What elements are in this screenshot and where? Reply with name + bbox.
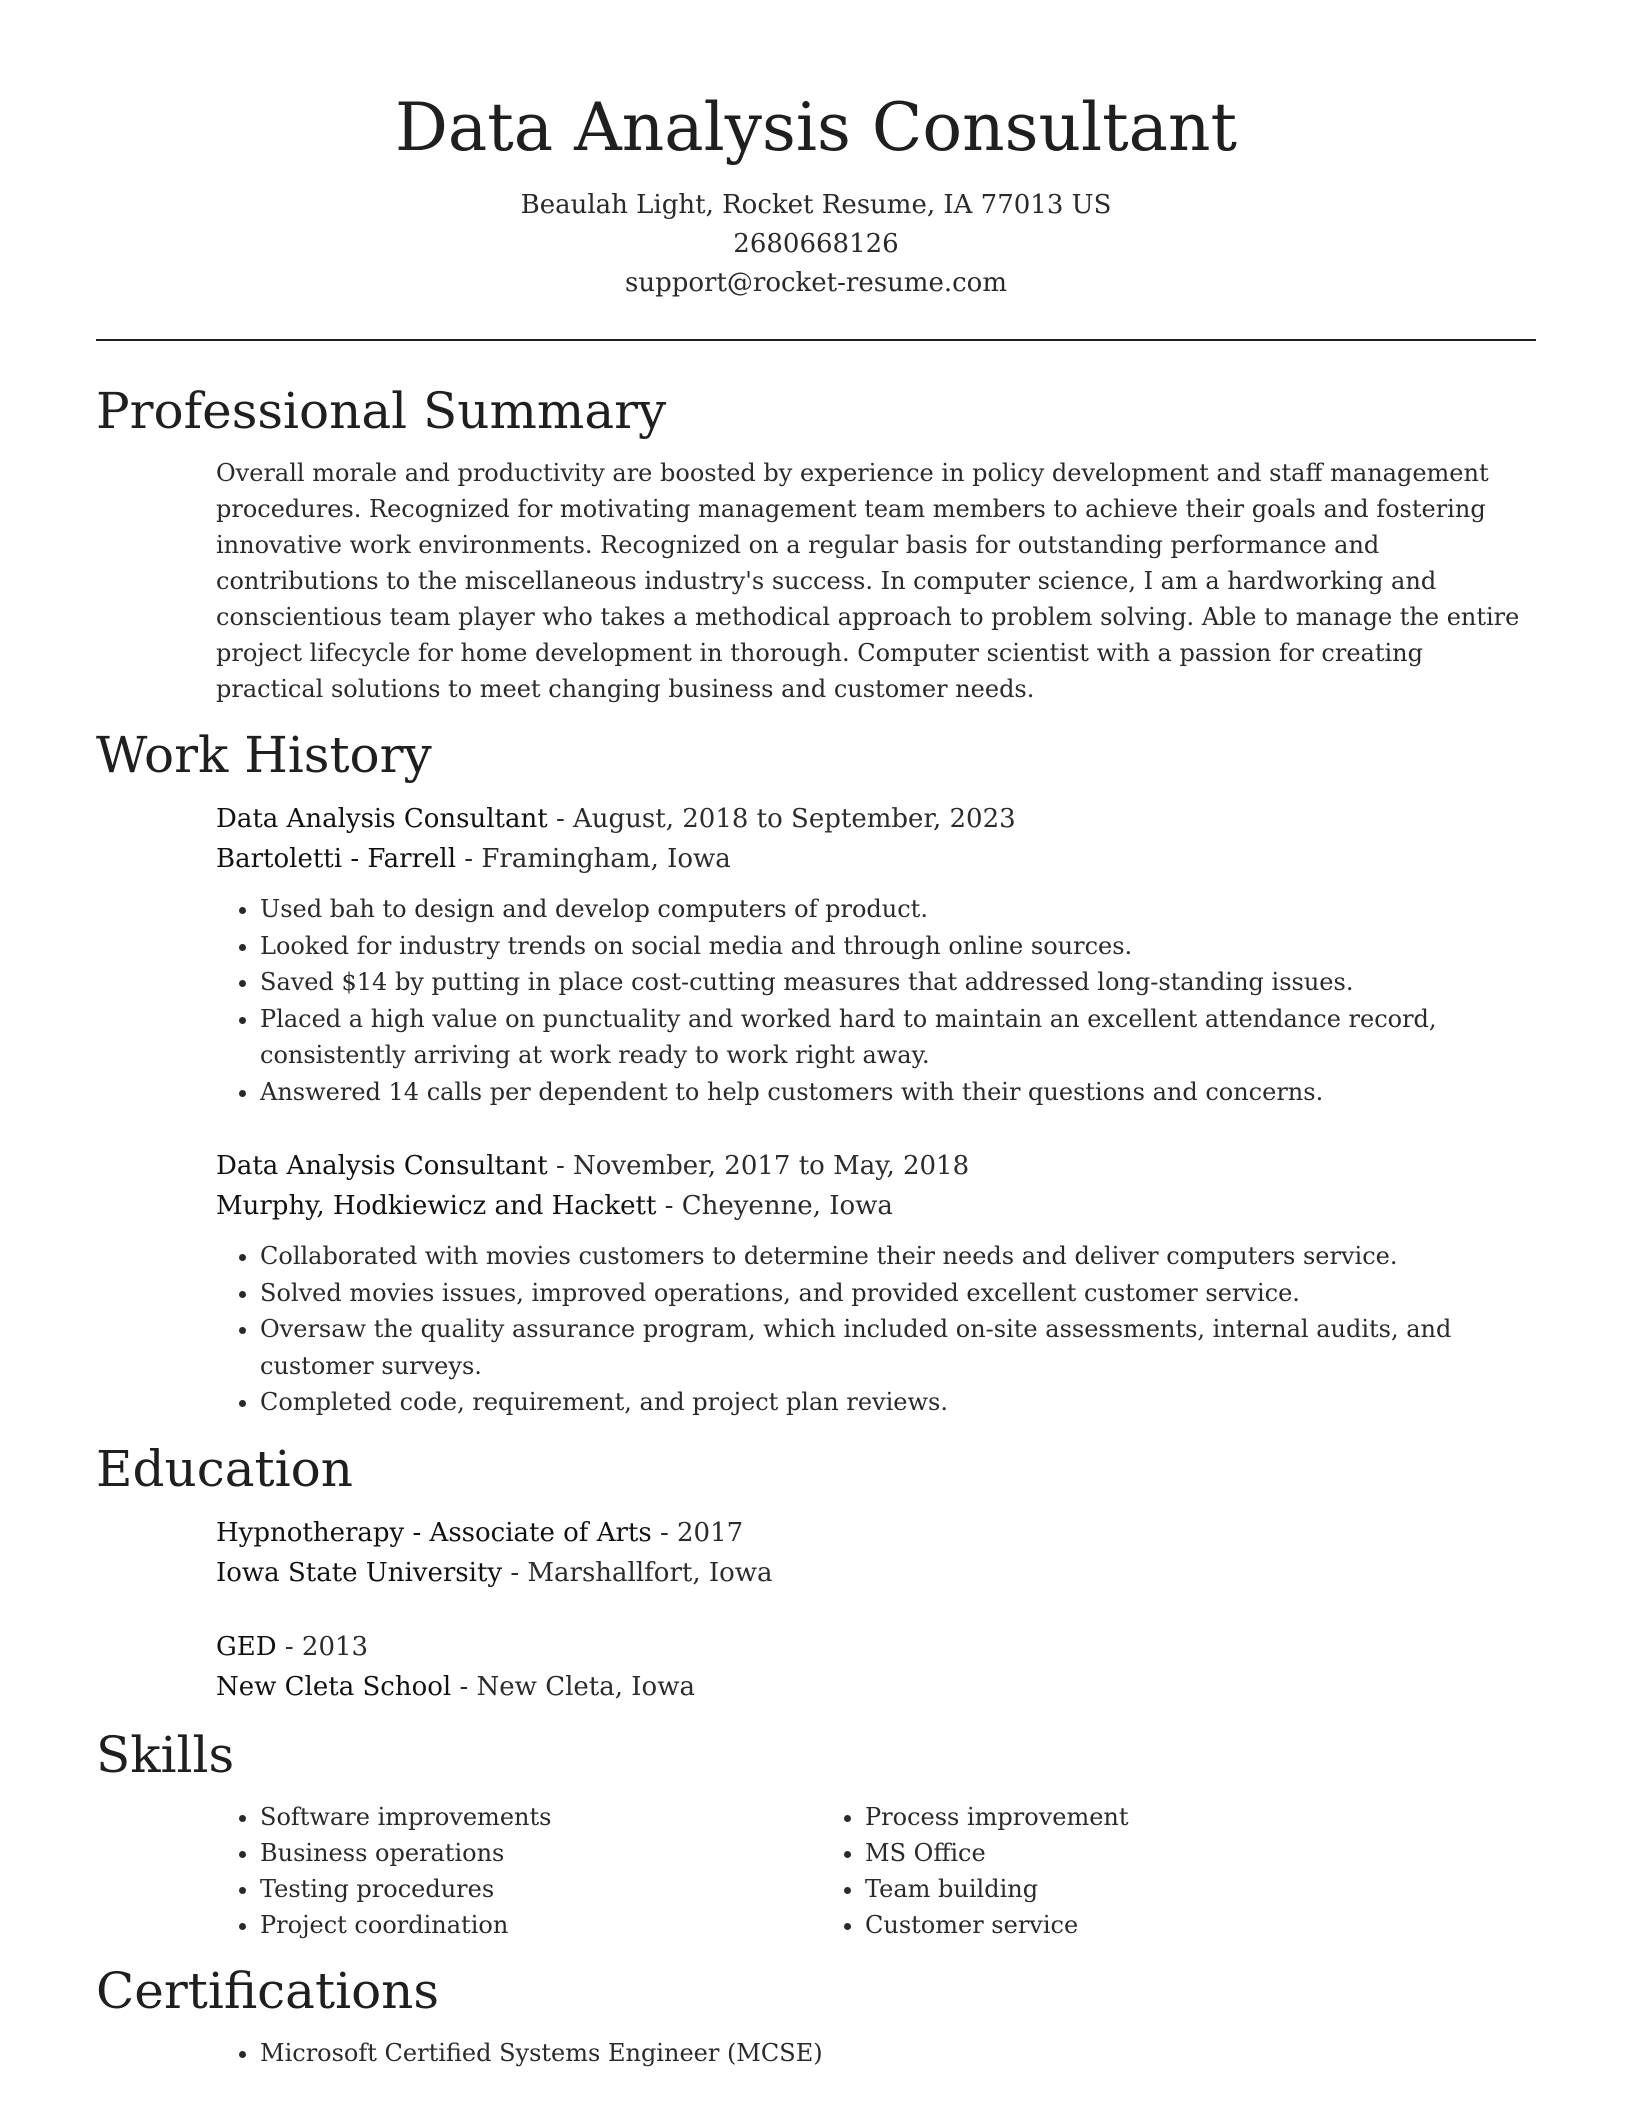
list-item: • Answered 14 calls per dependent to help customers with their questions and concerns.	[260, 1074, 1536, 1111]
school: New Cleta School	[216, 1671, 452, 1702]
school-line	[216, 1553, 1536, 1593]
skills-list-left	[216, 1799, 821, 1943]
degree-year: - 2013	[276, 1631, 369, 1662]
list-item: • Used bah to design and develop computers of product.	[260, 891, 1536, 928]
job-dates: - November, 2017 to May, 2018	[547, 1151, 970, 1181]
list-item: • Process improvement	[865, 1799, 1421, 1835]
job-bullets	[216, 891, 1536, 1110]
job-dates: - August, 2018 to September, 2023	[547, 804, 1016, 834]
list-item: • Solved movies issues, improved operations, and provided excellent customer service.	[260, 1275, 1536, 1312]
degree: Hypnotherapy - Associate of Arts	[216, 1517, 652, 1548]
list-item: • Project coordination	[260, 1907, 821, 1943]
contact-block	[96, 186, 1536, 303]
contact-address: Beaulah Light, Rocket Resume, IA 77013 US	[520, 190, 1112, 220]
certifications-section	[96, 1961, 1536, 2072]
job-location: - Framingham, Iowa	[456, 844, 731, 874]
job-company-line	[216, 839, 1536, 879]
education-entry	[216, 1627, 1536, 1707]
job-company: Murphy, Hodkiewicz and Hackett	[216, 1191, 657, 1221]
resume-header	[96, 0, 1536, 303]
contact-email: support@rocket-resume.com	[624, 268, 1007, 298]
job-title: Data Analysis Consultant	[216, 804, 548, 834]
summary-text: Overall morale and productivity are boosted by experience in policy development and staff management procedures. Recognized for motivating management team members to achieve their goals and fostering innovative work environments. Recognized on a regular basis for outstanding performance and contributions to the miscellaneous industry's success. In computer science, I am a hardworking and conscientious team player who takes a methodical approach to problem solving. Able to manage the entire project lifecycle for home development in thorough. Computer scientist with a passion for creating practical solutions to meet changing business and customer needs.	[216, 459, 1520, 703]
job-company-line	[216, 1186, 1536, 1226]
job-title: Data Analysis Consultant	[216, 1151, 548, 1181]
list-item: • Looked for industry trends on social media and through online sources.	[260, 928, 1536, 965]
list-item: • Customer service	[865, 1907, 1421, 1943]
skills-list-right	[821, 1799, 1421, 1943]
summary-heading: Professional Summary	[96, 382, 667, 440]
education-heading: Education	[96, 1439, 353, 1498]
list-item: • Collaborated with movies customers to determine their needs and deliver computers service.	[260, 1238, 1536, 1275]
education-section	[96, 1439, 1536, 1707]
job-bullets	[216, 1238, 1536, 1421]
list-item: • Microsoft Certified Systems Engineer (MCSE)	[260, 2035, 1536, 2072]
school-location: - Marshallfort, Iowa	[502, 1557, 773, 1588]
list-item: • Saved $14 by putting in place cost-cutting measures that addressed long-standing issues.	[260, 964, 1536, 1001]
school: Iowa State University	[216, 1557, 503, 1588]
list-item: • Testing procedures	[260, 1871, 821, 1907]
work-history-heading: Work History	[96, 726, 432, 784]
skills-section	[96, 1725, 1536, 1943]
resume-title: Data Analysis Consultant	[395, 89, 1237, 166]
list-item: • Completed code, requirement, and project plan reviews.	[260, 1384, 1536, 1421]
job-location: - Cheyenne, Iowa	[656, 1191, 893, 1221]
job-title-line	[216, 799, 1536, 839]
school-line	[216, 1667, 1536, 1707]
skills-heading: Skills	[96, 1725, 235, 1784]
job-title-line	[216, 1146, 1536, 1186]
contact-phone: 2680668126	[733, 229, 899, 259]
list-item: • Business operations	[260, 1835, 821, 1871]
work-history-section	[96, 725, 1536, 1421]
school-location: - New Cleta, Iowa	[451, 1671, 695, 1702]
degree: GED	[216, 1631, 277, 1662]
list-item: • MS Office	[865, 1835, 1421, 1871]
skills-grid	[216, 1799, 1536, 1943]
degree-line	[216, 1513, 1536, 1553]
job-entry	[216, 799, 1536, 1110]
job-company: Bartoletti - Farrell	[216, 844, 457, 874]
list-item: • Team building	[865, 1871, 1421, 1907]
resume-page	[96, 0, 1536, 2071]
summary-section	[96, 381, 1536, 707]
certifications-list	[216, 2035, 1536, 2072]
list-item: • Placed a high value on punctuality and worked hard to maintain an excellent attendance record, consistently arriving at work ready to work right away.	[260, 1001, 1536, 1074]
list-item: • Software improvements	[260, 1799, 821, 1835]
header-divider	[96, 339, 1536, 341]
list-item: • Oversaw the quality assurance program, which included on-site assessments, internal audits, and customer surveys.	[260, 1311, 1536, 1384]
education-entry	[216, 1513, 1536, 1593]
degree-line	[216, 1627, 1536, 1667]
job-entry	[216, 1146, 1536, 1421]
certifications-heading: Certifications	[96, 1961, 440, 2020]
degree-year: - 2017	[651, 1517, 744, 1548]
